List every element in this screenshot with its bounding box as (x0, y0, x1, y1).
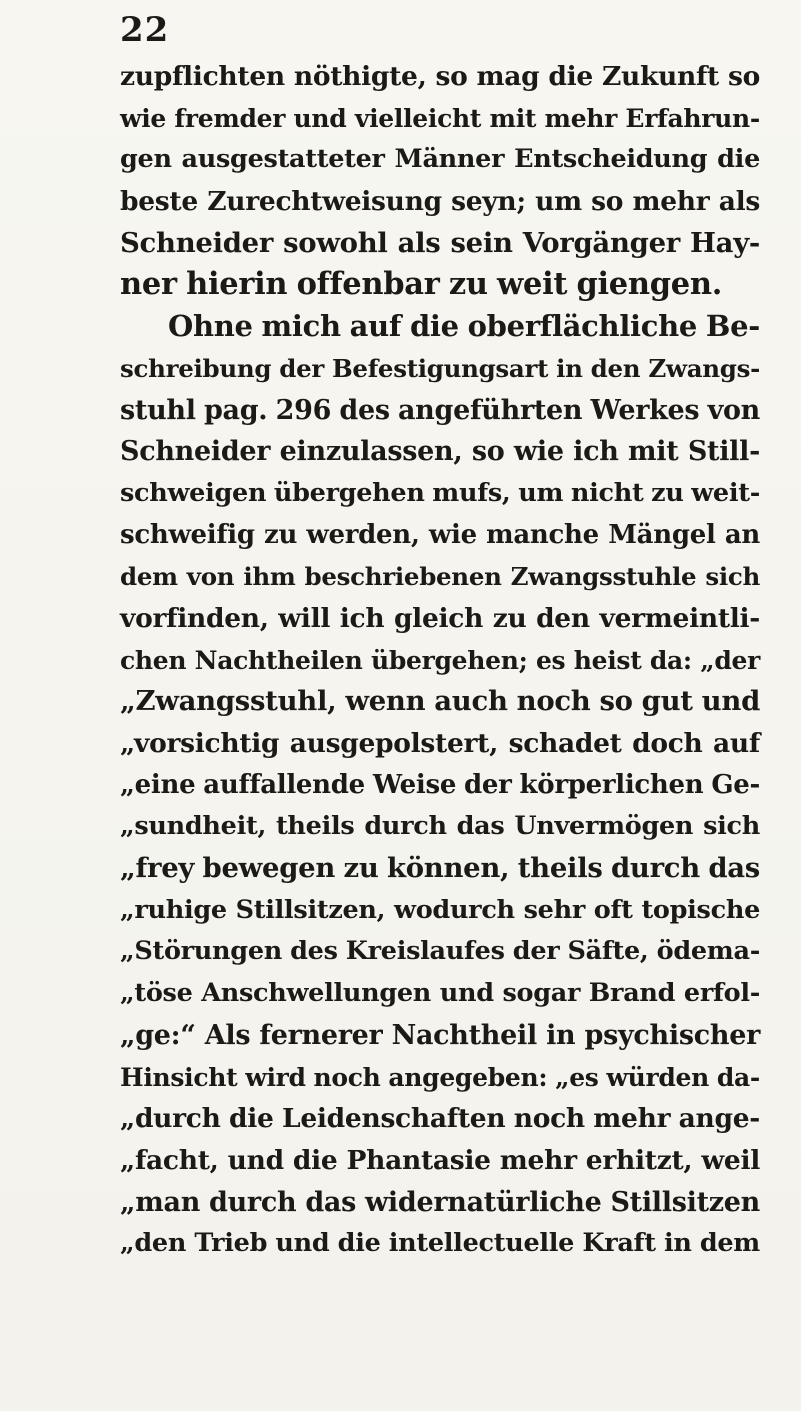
text-line: gen ausgestatteter Männer Entscheidung die (120, 144, 760, 175)
text-line: zupflichten nöthigte, so mag die Zukunft so (120, 61, 760, 92)
text-line: „Störungen des Kreislaufes der Säfte, ödema- (120, 936, 760, 967)
body-text (120, 56, 760, 1265)
text-line: dem von ihm beschriebenen Zwangsstuhle sich (120, 562, 760, 592)
text-line: Schneider einzulassen, so wie ich mit Still- (120, 436, 760, 468)
text-line: ner hierin offenbar zu weit giengen. (120, 266, 723, 303)
page-number: 22 (120, 10, 170, 50)
text-line: schreibung der Befestigungsart in den Zwangs- (120, 353, 760, 383)
text-line: „facht, und die Phantasie mehr erhitzt, weil (120, 1144, 760, 1176)
text-line: „eine auffallende Weise der körperlichen Ge- (120, 769, 760, 800)
text-line: beste Zurechtweisung seyn; um so mehr als (120, 186, 760, 218)
text-line: „ge:“ Als fernerer Nachtheil in psychischer (120, 1019, 760, 1051)
text-line: Ohne mich auf die oberflächliche Be- (168, 309, 760, 344)
text-line: chen Nachtheilen übergehen; es heist da: „der (120, 645, 760, 675)
text-line: „ruhige Stillsitzen, wodurch sehr oft topische (120, 894, 760, 925)
text-line: „sundheit, theils durch das Unvermögen sich (120, 811, 760, 842)
text-line: wie fremder und vielleicht mit mehr Erfahrun- (120, 103, 760, 133)
text-line: vorfinden, will ich gleich zu den vermeintli- (120, 602, 760, 634)
text-line: stuhl pag. 296 des angeführten Werkes von (120, 394, 760, 426)
text-line: „man durch das widernatürliche Stillsitzen (120, 1186, 760, 1218)
text-line: „durch die Leidenschaften noch mehr ange- (120, 1103, 760, 1135)
text-line: schweigen übergehen mufs, um nicht zu weit- (120, 477, 760, 508)
text-line: schweifig zu werden, wie manche Mängel an (120, 519, 760, 550)
text-line: „vorsichtig ausgepolstert, schadet doch auf (120, 728, 760, 759)
text-line: „frey bewegen zu können, theils durch das (120, 852, 760, 885)
text-line: Hinsicht wird noch angegeben: „es würden da- (120, 1062, 760, 1092)
text-line: Schneider sowohl als sein Vorgänger Hay- (120, 226, 760, 259)
text-line: „Zwangsstuhl, wenn auch noch so gut und (120, 685, 760, 718)
text-line: „den Trieb und die intellectuelle Kraft in dem (120, 1228, 760, 1259)
text-line: „töse Anschwellungen und sogar Brand erfol- (120, 978, 760, 1009)
